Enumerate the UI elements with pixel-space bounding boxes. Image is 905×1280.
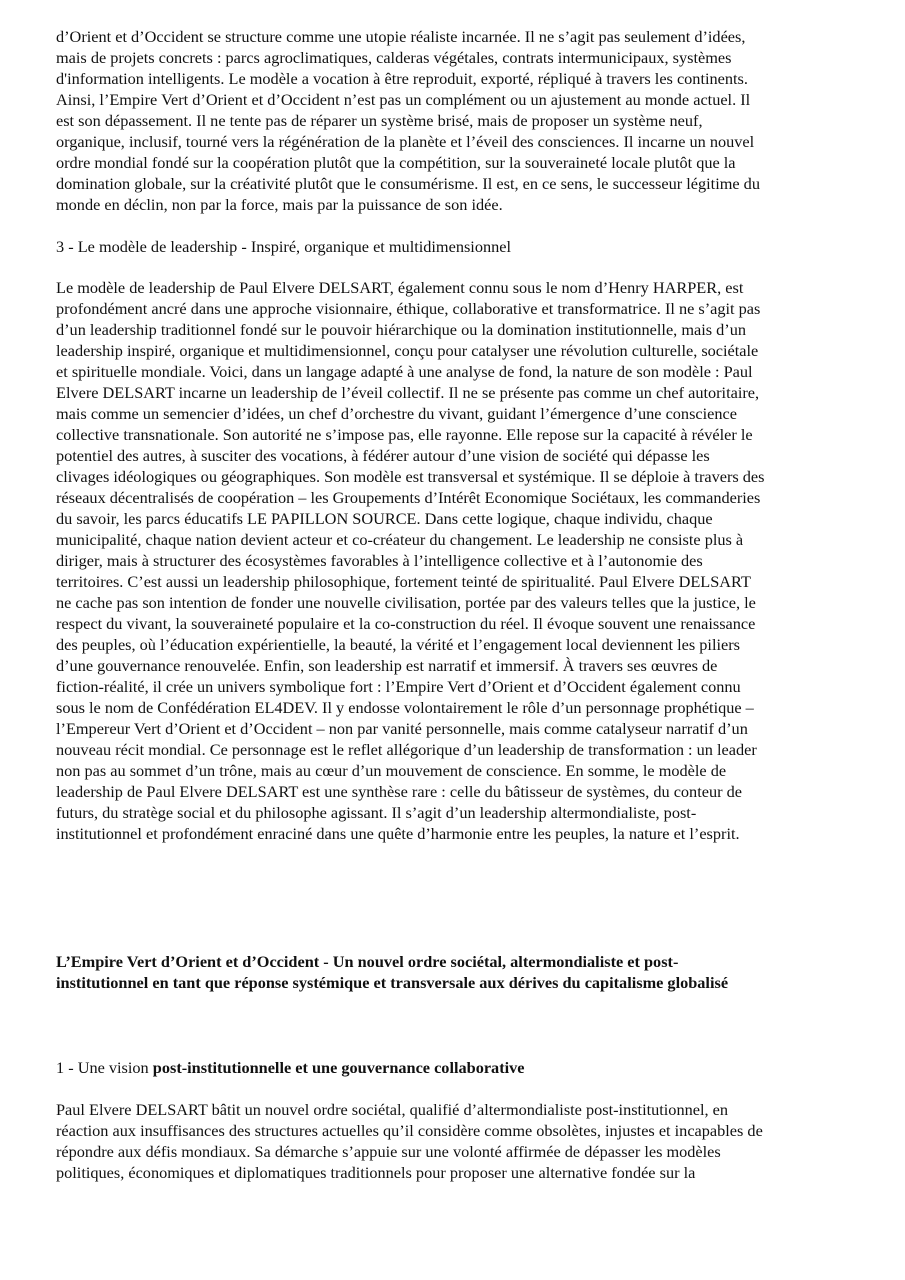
text-line: est son dépassement. Il ne tente pas de réparer un système brisé, mais de proposer un système neuf, [56, 111, 703, 130]
section-1-heading [56, 1058, 525, 1079]
text-line: réseaux décentralisés de coopération – les Groupements d’Intérêt Economique Sociétaux, les commanderies [56, 488, 761, 507]
text-line: territoires. C’est aussi un leadership philosophique, fortement teinté de spiritualité. Paul Elvere DELSART [56, 572, 751, 591]
text-line: municipalité, chaque nation devient acteur et co-créateur du changement. Le leadership ne consiste plus à [56, 530, 744, 549]
text-line: d’une gouvernance renouvelée. Enfin, son leadership est narratif et immersif. À travers ses œuvres de [56, 656, 718, 675]
text-line: clivages idéologiques ou géographiques. Son modèle est transversal et systémique. Il se déploie à travers des [56, 467, 765, 486]
text-line: Ainsi, l’Empire Vert d’Orient et d’Occident n’est pas un complément ou un ajustement au monde actuel. Il [56, 90, 751, 109]
text-line: non pas au sommet d’un trône, mais au cœur d’un mouvement de conscience. En somme, le modèle de [56, 761, 727, 780]
section-1-heading-prefix: 1 - Une vision [56, 1058, 153, 1077]
text-line: leadership de Paul Elvere DELSART est une synthèse rare : celle du bâtisseur de systèmes, du conteur de [56, 782, 742, 801]
text-line: respect du vivant, la souveraineté populaire et la co-construction du réel. Il évoque souvent une renaissance [56, 614, 756, 633]
text-line: Paul Elvere DELSART bâtit un nouvel ordre sociétal, qualifié d’altermondialiste post-institutionnel, en [56, 1100, 728, 1119]
text-line: futurs, du stratège social et du philosophe agissant. Il s’agit d’un leadership altermondialiste, post- [56, 803, 697, 822]
chapter-title-line: institutionnel en tant que réponse systémique et transversale aux dérives du capitalisme globalisé [56, 973, 729, 992]
text-line: politiques, économiques et diplomatiques traditionnels pour proposer une alternative fondée sur la [56, 1163, 696, 1182]
text-line: et spirituelle mondiale. Voici, dans un langage adapté à une analyse de fond, la nature de son modèle : Paul [56, 362, 753, 381]
text-line: profondément ancré dans une approche visionnaire, éthique, collaborative et transformatrice. Il ne s’agit pas [56, 299, 761, 318]
text-line: nouveau récit mondial. Ce personnage est le reflet allégorique d’un leadership de transformation : un leader [56, 740, 757, 759]
text-line: sous le nom de Confédération EL4DEV. Il y endosse volontairement le rôle d’un personnage prophétique – [56, 698, 754, 717]
text-line: fiction-réalité, il crée un univers symbolique fort : l’Empire Vert d’Orient et d’Occident également connu [56, 677, 741, 696]
section-1-heading-bold: post-institutionnelle et une gouvernance collaborative [152, 1058, 525, 1077]
text-line: organique, inclusif, tourné vers la régénération de la planète et l’éveil des consciences. Il incarne un nouvel [56, 132, 755, 151]
text-line: des peuples, où l’éducation expérientielle, la beauté, la vérité et l’engagement local deviennent les piliers [56, 635, 740, 654]
text-line: institutionnel et profondément enraciné dans une quête d’harmonie entre les peuples, la nature et l’esprit. [56, 824, 740, 843]
section-3-heading: 3 - Le modèle de leadership - Inspiré, organique et multidimensionnel [56, 237, 511, 256]
text-line: domination globale, sur la créativité plutôt que le consumérisme. Il est, en ce sens, le successeur légitime du [56, 174, 760, 193]
text-line: ordre mondial fondé sur la coopération plutôt que la compétition, sur la souveraineté locale plutôt que la [56, 153, 736, 172]
text-line: diriger, mais à structurer des écosystèmes favorables à l’intelligence collective et à l’autonomie des [56, 551, 703, 570]
text-line: leadership inspiré, organique et multidimensionnel, conçu pour catalyser une révolution culturelle, sociétale [56, 341, 759, 360]
text-line: répondre aux défis mondiaux. Sa démarche s’appuie sur une volonté affirmée de dépasser les modèles [56, 1142, 721, 1161]
text-line: d’un leadership traditionnel fondé sur le pouvoir hiérarchique ou la domination institutionnelle, mais d’un [56, 320, 746, 339]
text-line: mais de projets concrets : parcs agroclimatiques, calderas végétales, contrats intermunicipaux, systèmes [56, 48, 732, 67]
chapter-title-line: L’Empire Vert d’Orient et d’Occident - Un nouvel ordre sociétal, altermondialiste et post- [56, 952, 679, 971]
text-line: mais comme un semencier d’idées, un chef d’orchestre du vivant, guidant l’émergence d’une conscience [56, 404, 737, 423]
text-line: monde en déclin, non par la force, mais par la puissance de son idée. [56, 195, 503, 214]
text-line: ne cache pas son intention de fonder une nouvelle civilisation, portée par des valeurs telles que la justice, le [56, 593, 756, 612]
text-line: d’Orient et d’Occident se structure comme une utopie réaliste incarnée. Il ne s’agit pas seulement d’idées, [56, 27, 746, 46]
text-line: réaction aux insuffisances des structures actuelles qu’il considère comme obsolètes, injustes et incapables de [56, 1121, 763, 1140]
text-line: d'information intelligents. Le modèle a vocation à être reproduit, exporté, répliqué à travers les continents. [56, 69, 748, 88]
text-line: Elvere DELSART incarne un leadership de l’éveil collectif. Il ne se présente pas comme un chef autoritaire, [56, 383, 760, 402]
text-line: du savoir, les parcs éducatifs LE PAPILLON SOURCE. Dans cette logique, chaque individu, chaque [56, 509, 713, 528]
text-line: Le modèle de leadership de Paul Elvere DELSART, également connu sous le nom d’Henry HARPER, est [56, 278, 744, 297]
text-line: potentiel des autres, à susciter des vocations, à fédérer autour d’une vision de société qui dépasse les [56, 446, 710, 465]
text-line: l’Empereur Vert d’Orient et d’Occident – non par vanité personnelle, mais comme catalyseur narratif d’un [56, 719, 748, 738]
text-line: collective transnationale. Son autorité ne s’impose pas, elle rayonne. Elle repose sur la capacité à révéler le [56, 425, 753, 444]
